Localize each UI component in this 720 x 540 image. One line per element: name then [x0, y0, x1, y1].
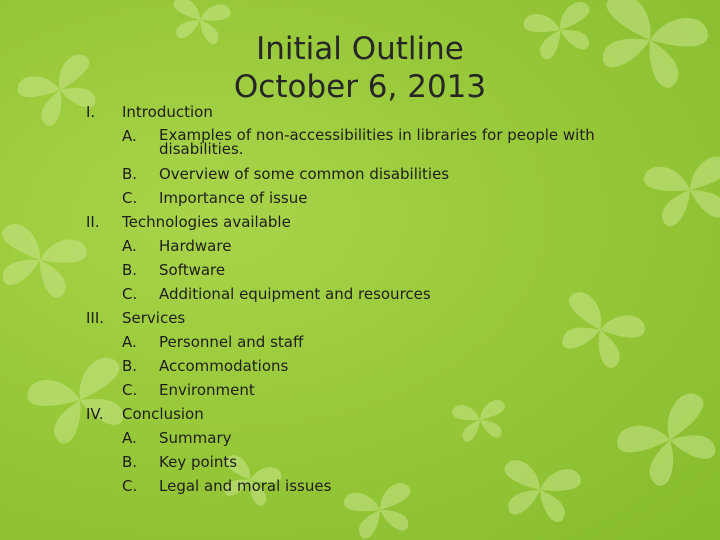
item-letter: B. [122, 165, 138, 183]
section-label: Services [122, 309, 186, 327]
section-numeral: IV. [86, 405, 104, 423]
item-text: Key points [159, 453, 238, 471]
item-text: Additional equipment and resources [159, 285, 431, 303]
section-numeral: II. [86, 213, 100, 231]
section-label: Conclusion [122, 405, 204, 423]
section-label: Technologies available [122, 213, 291, 231]
item-text: Environment [159, 381, 255, 399]
item-letter: B. [122, 357, 138, 375]
title-line-2: October 6, 2013 [233, 69, 487, 105]
item-letter: C. [122, 285, 138, 303]
section-numeral: I. [86, 103, 96, 121]
item-text: Summary [159, 429, 232, 447]
item-letter: C. [122, 189, 138, 207]
item-letter: C. [122, 477, 138, 495]
item-text: Overview of some common disabilities [159, 165, 450, 183]
item-letter: B. [122, 261, 138, 279]
item-text: Accommodations [159, 357, 289, 375]
section-numeral: III. [86, 309, 105, 327]
title-line-1: Initial Outline [256, 31, 464, 67]
item-letter: A. [122, 429, 137, 447]
item-text: Legal and moral issues [159, 477, 332, 495]
item-letter: A. [122, 333, 137, 351]
item-text: Examples of non-accessibilities in libraries for people with disabilities. [159, 126, 595, 158]
item-letter: A. [122, 237, 137, 255]
item-text: Personnel and staff [159, 333, 304, 351]
item-letter: A. [122, 127, 137, 145]
item-text: Software [159, 261, 226, 279]
item-text: Importance of issue [159, 189, 308, 207]
section-label: Introduction [122, 103, 213, 121]
item-letter: B. [122, 453, 138, 471]
item-letter: C. [122, 381, 138, 399]
item-text: Hardware [159, 237, 232, 255]
